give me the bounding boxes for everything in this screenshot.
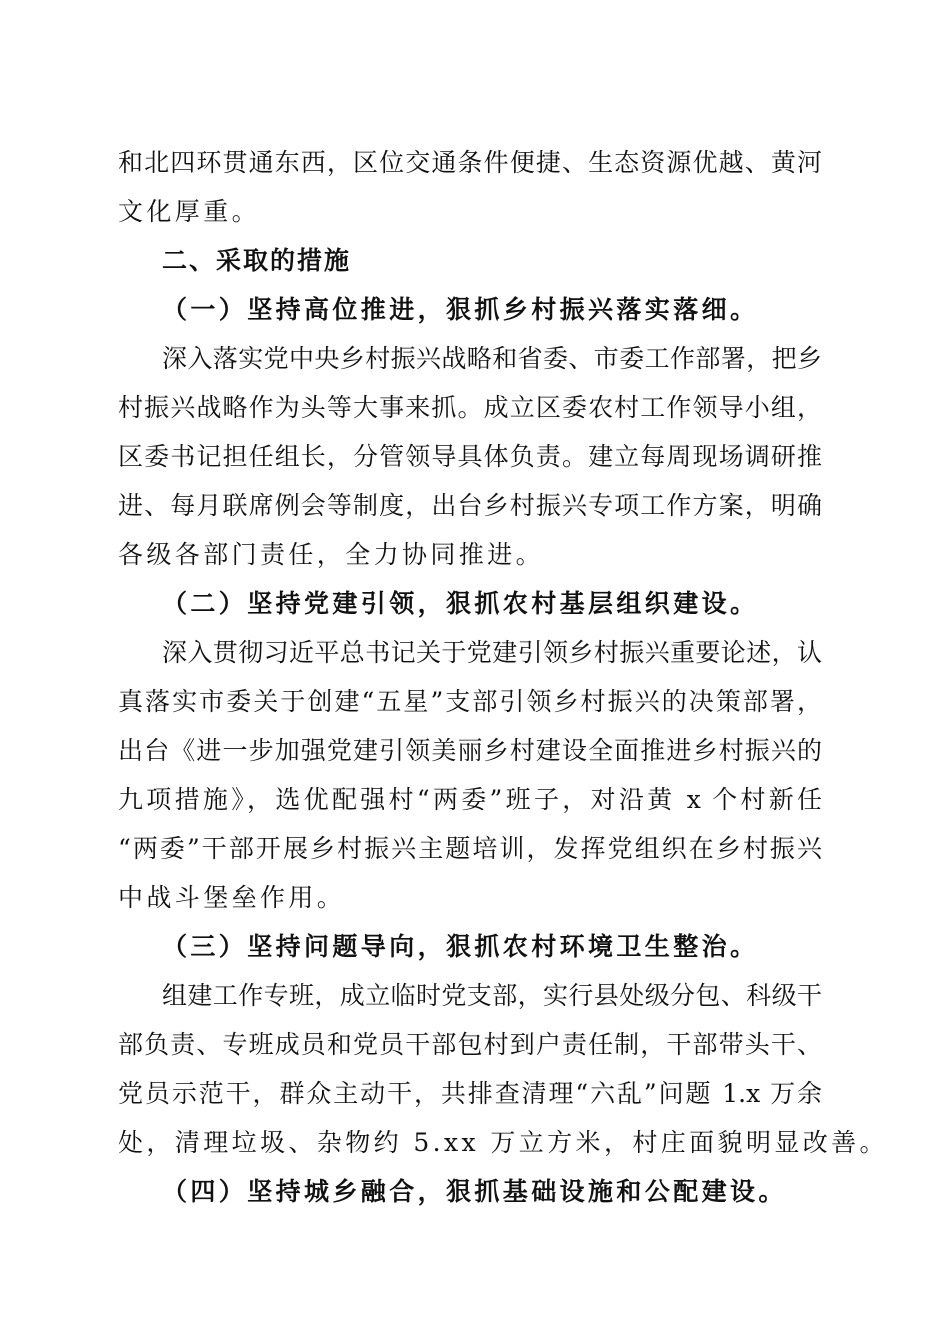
paragraph-line: 深入落实党中央乡村振兴战略和省委、市委工作部署，把乡 <box>162 344 822 373</box>
paragraph-line: 和北四环贯通东西，区位交通条件便捷、生态资源优越、黄河 <box>118 148 822 177</box>
paragraph-line: 九项措施》，选优配强村“两委”班子，对沿黄 x 个村新任 <box>118 785 822 814</box>
paragraph-line: 处，清理垃圾、杂物约 5.xx 万立方米，村庄面貌明显改善。 <box>118 1128 888 1157</box>
paragraph-line: “两委”干部开展乡村振兴主题培训，发挥党组织在乡村振兴 <box>118 834 822 863</box>
subsection-heading: （四）坚持城乡融合，狠抓基础设施和公配建设。 <box>162 1177 787 1206</box>
subsection-heading: （一）坚持高位推进，狠抓乡村振兴落实落细。 <box>162 295 759 324</box>
subsection-heading: （二）坚持党建引领，狠抓农村基层组织建设。 <box>162 589 759 618</box>
paragraph-line: 各级各部门责任，全力协同推进。 <box>118 540 545 569</box>
paragraph-line: 进、每月联席例会等制度，出台乡村振兴专项工作方案，明确 <box>118 491 822 520</box>
paragraph-line: 文化厚重。 <box>118 197 261 226</box>
paragraph-line: 中战斗堡垒作用。 <box>118 883 346 912</box>
paragraph-line: 真落实市委关于创建“五星”支部引领乡村振兴的决策部署， <box>118 687 822 716</box>
paragraph-line: 村振兴战略作为头等大事来抓。成立区委农村工作领导小组， <box>118 393 822 422</box>
paragraph-line: 组建工作专班，成立临时党支部，实行县处级分包、科级干 <box>162 981 822 1010</box>
paragraph-line: 深入贯彻习近平总书记关于党建引领乡村振兴重要论述，认 <box>162 638 822 667</box>
paragraph-line: 出台《进一步加强党建引领美丽乡村建设全面推进乡村振兴的 <box>118 736 822 765</box>
document-body <box>118 138 888 1216</box>
paragraph-line: 党员示范干，群众主动干，共排查清理“六乱”问题 1.x 万余 <box>118 1079 822 1108</box>
subsection-heading: （三）坚持问题导向，狠抓农村环境卫生整治。 <box>162 932 759 961</box>
paragraph-line: 区委书记担任组长，分管领导具体负责。建立每周现场调研推 <box>118 442 822 471</box>
paragraph-line: 部负责、专班成员和党员干部包村到户责任制，干部带头干、 <box>118 1030 822 1059</box>
section-heading: 二、采取的措施 <box>162 246 352 275</box>
